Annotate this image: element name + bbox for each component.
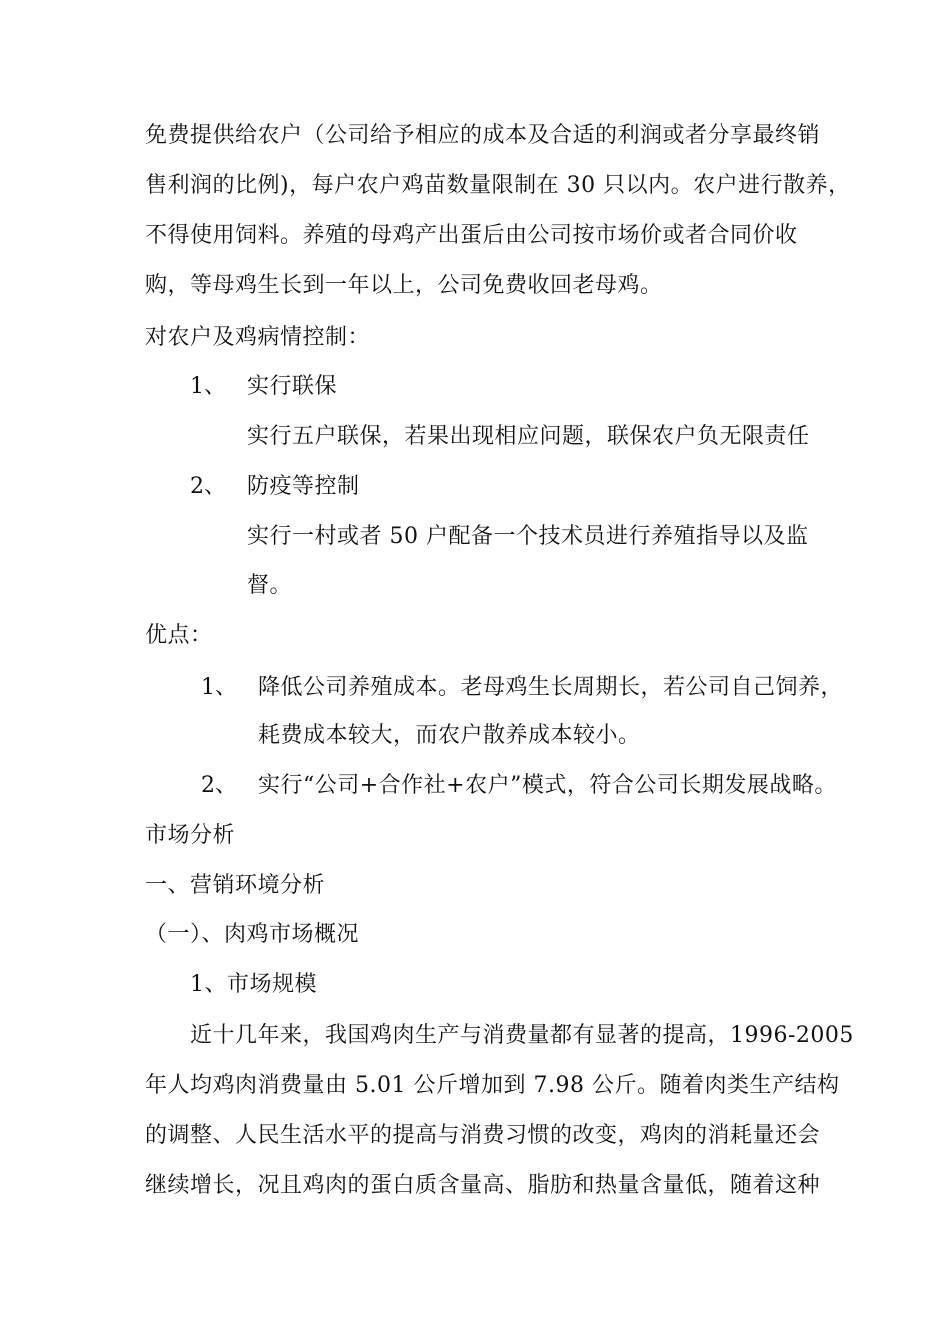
advantage-line: 降低公司养殖成本。老母鸡生长周期长，若公司自己饲养， (258, 675, 844, 700)
paragraph-line: 的调整、人民生活水平的提高与消费习惯的改变，鸡肉的消耗量还会 (145, 1123, 821, 1148)
paragraph-line: 年人均鸡肉消费量由 5.01 公斤增加到 7.98 公斤。随着肉类生产结构 (145, 1073, 840, 1098)
paragraph-line: 售利润的比例)，每户农户鸡苗数量限制在 30 只以内。农户进行散养， (145, 173, 851, 198)
control-item-desc: 实行一村或者 50 户配备一个技术员进行养殖指导以及监 (247, 524, 809, 549)
control-item-desc: 督。 (247, 573, 293, 598)
paragraph-line: 近十几年来，我国鸡肉生产与消费量都有显著的提高，1996-2005 (190, 1023, 854, 1048)
advantage-number: 1、 (201, 675, 237, 700)
paragraph-line: 免费提供给农户（公司给予相应的成本及合适的利润或者分享最终销 (145, 123, 821, 148)
control-item-number: 1、 (190, 374, 226, 399)
item-heading: 1、市场规模 (190, 972, 317, 997)
control-item-title: 实行联保 (247, 374, 338, 399)
control-item-title: 防疫等控制 (247, 474, 360, 499)
paragraph-line: 购，等母鸡生长到一年以上，公司免费收回老母鸡。 (145, 273, 663, 298)
control-heading: 对农户及鸡病情控制： (145, 325, 371, 350)
subsection-heading: （一）、肉鸡市场概况 (145, 922, 360, 947)
advantage-line: 实行“公司+合作社+农户”模式，符合公司长期发展战略。 (258, 773, 837, 798)
market-heading: 市场分析 (145, 823, 236, 848)
section-heading: 一、营销环境分析 (145, 873, 326, 898)
paragraph-line: 不得使用饲料。养殖的母鸡产出蛋后由公司按市场价或者合同价收 (145, 223, 798, 248)
control-item-desc: 实行五户联保，若果出现相应问题，联保农户负无限责任 (247, 424, 810, 449)
paragraph-line: 继续增长，况且鸡肉的蛋白质含量高、脂肪和热量含量低，随着这种 (145, 1173, 821, 1198)
advantages-heading: 优点： (145, 623, 213, 648)
advantage-number: 2、 (201, 773, 237, 798)
advantage-line: 耗费成本较大，而农户散养成本较小。 (258, 723, 641, 748)
control-item-number: 2、 (190, 474, 226, 499)
